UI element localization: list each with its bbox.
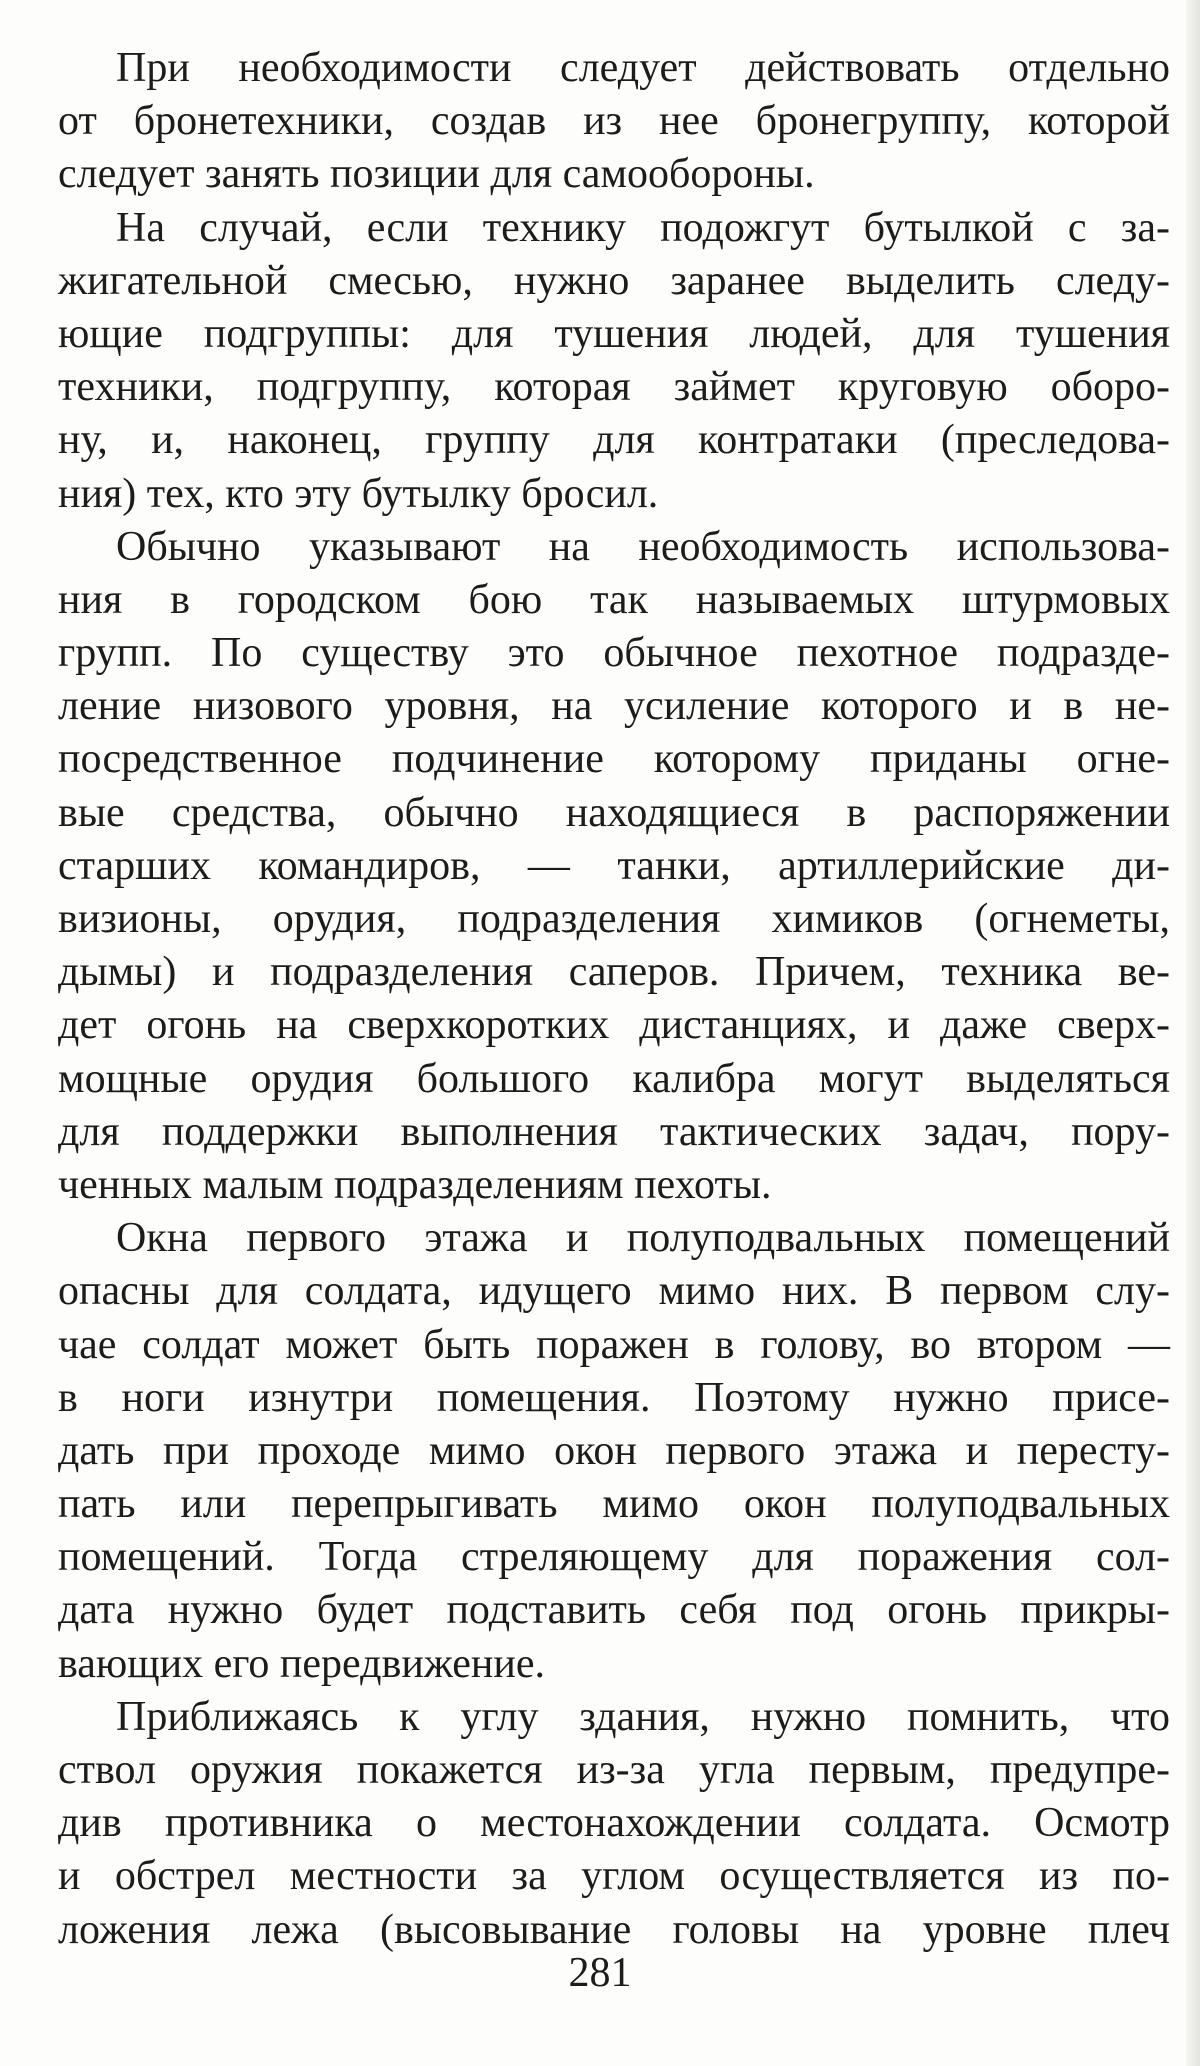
text-line: При необходимости следует действовать отдельно	[116, 45, 1170, 91]
paragraph	[58, 202, 1170, 521]
page-number: 281	[568, 1950, 632, 1996]
text-line: дымы) и подразделения саперов. Причем, техника ве-	[58, 949, 1170, 996]
body-text	[58, 42, 1170, 1957]
text-line: Окна первого этажа и полуподвальных помещений	[116, 1215, 1170, 1262]
text-line: визионы, орудия, подразделения химиков (огнеметы,	[58, 896, 1170, 942]
text-line: от бронетехники, создав из нее бронегруппу, которой	[58, 98, 1170, 145]
text-line: посредственное подчинение которому приданы огне-	[58, 736, 1170, 783]
text-line: ченных малым подразделениям пехоты.	[58, 1161, 772, 1208]
text-line: ложения лежа (высовывание головы на уровне плеч	[58, 1906, 1170, 1953]
text-line: ление низового уровня, на усиление которого и в не-	[58, 683, 1170, 730]
text-line: техники, подгруппу, которая займет круговую оборо-	[58, 364, 1170, 411]
text-line: ну, и, наконец, группу для контратаки (преследова-	[58, 417, 1170, 464]
text-line: старших командиров, — танки, артиллерийские ди-	[58, 842, 1170, 889]
text-line: ющие подгруппы: для тушения людей, для тушения	[58, 310, 1170, 357]
text-line: Обычно указывают на необходимость использова-	[116, 523, 1170, 570]
scan-edge-shadow	[1186, 0, 1200, 2066]
text-line: опасны для солдата, идущего мимо них. В первом слу-	[58, 1268, 1170, 1315]
text-line: ния в городском бою так называемых штурмовых	[58, 576, 1170, 623]
text-line: мощные орудия большого калибра могут выделяться	[58, 1055, 1170, 1102]
text-line: помещений. Тогда стреляющему для поражения сол-	[58, 1534, 1170, 1581]
paragraph	[58, 1212, 1170, 1691]
text-line: в ноги изнутри помещения. Поэтому нужно присе-	[58, 1374, 1170, 1421]
text-line: ния) тех, кто эту бутылку бросил.	[58, 470, 659, 517]
text-line: жигательной смесью, нужно заранее выделить следу-	[58, 257, 1170, 304]
text-line: дать при проходе мимо окон первого этажа и пересту-	[58, 1427, 1170, 1474]
text-line: и обстрел местности за углом осуществляется из по-	[58, 1853, 1170, 1900]
paragraph	[58, 1691, 1170, 1957]
text-line: ствол оружия покажется из-за угла первым, предупре-	[58, 1747, 1170, 1793]
text-line: пать или перепрыгивать мимо окон полуподвальных	[58, 1481, 1170, 1528]
text-line: дет огонь на сверхкоротких дистанциях, и даже сверх-	[58, 1002, 1170, 1049]
text-line: вые средства, обычно находящиеся в распоряжении	[58, 789, 1170, 836]
paragraph	[58, 42, 1170, 202]
text-line: для поддержки выполнения тактических задач, пору-	[58, 1108, 1170, 1155]
text-line: На случай, если технику подожгут бутылкой с за-	[116, 204, 1170, 251]
text-line: Приближаясь к углу здания, нужно помнить, что	[116, 1693, 1170, 1740]
paragraph	[58, 521, 1170, 1212]
text-line: див противника о местонахождении солдата. Осмотр	[58, 1800, 1170, 1847]
text-line: чае солдат может быть поражен в голову, во втором —	[58, 1321, 1170, 1368]
text-line: дата нужно будет подставить себя под огонь прикры-	[58, 1587, 1170, 1634]
text-line: групп. По существу это обычное пехотное подразде-	[58, 630, 1170, 677]
text-line: вающих его передвижение.	[58, 1640, 546, 1687]
text-line: следует занять позиции для самообороны.	[58, 151, 815, 198]
